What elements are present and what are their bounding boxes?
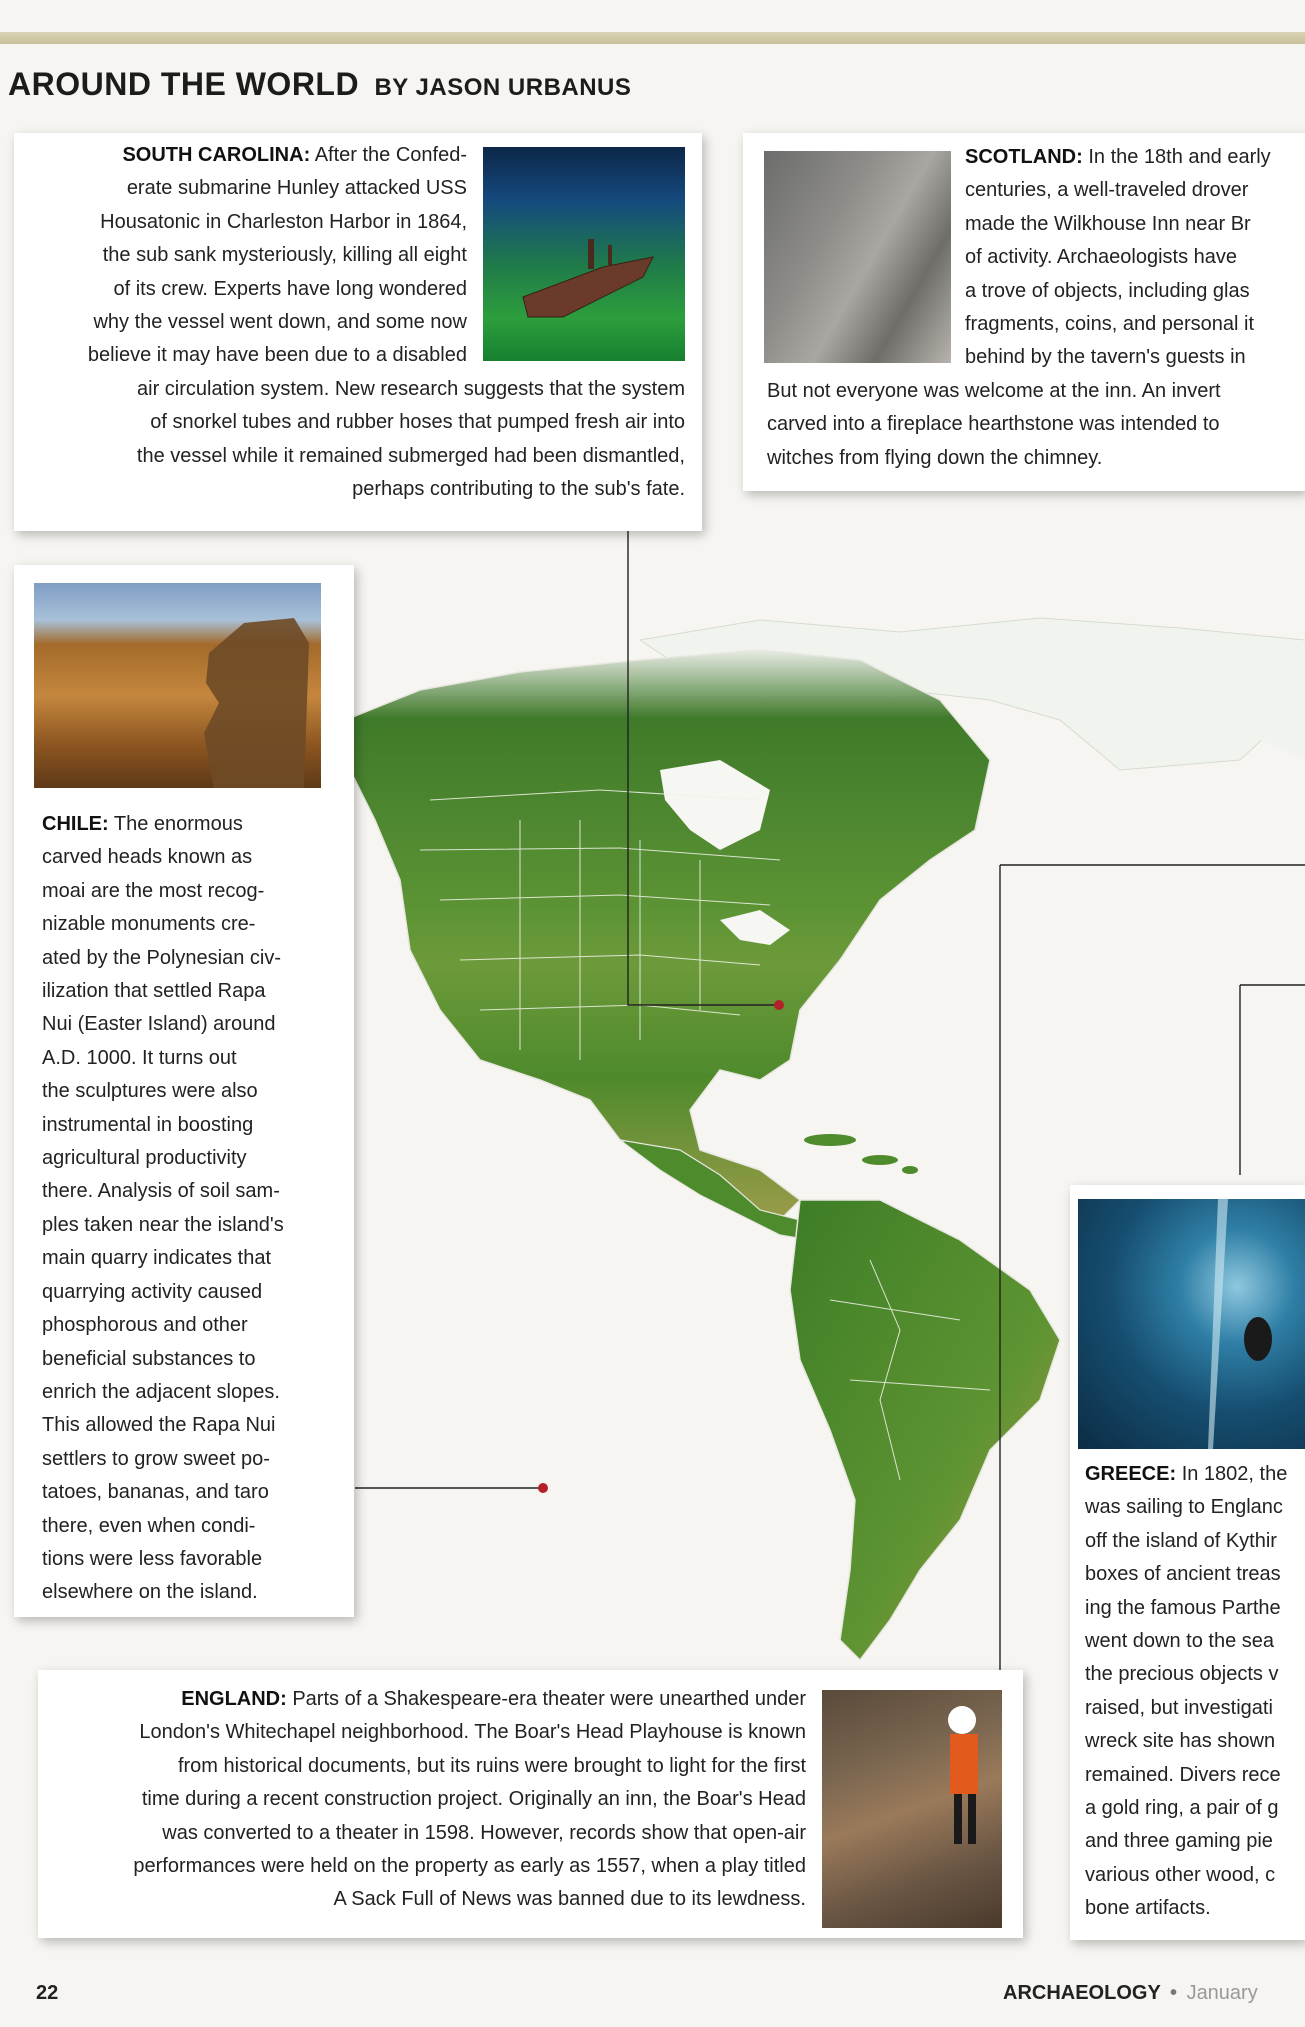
sc-line: believe it may have been due to a disabled bbox=[87, 344, 467, 367]
eng-line: A Sack Full of News was banned due to its lewdness. bbox=[333, 1888, 806, 1911]
panel-england bbox=[38, 1670, 1023, 1938]
chile-line: tions were less favorable bbox=[42, 1547, 263, 1570]
scot-line: behind by the tavern's guests in bbox=[965, 346, 1246, 369]
chile-text bbox=[42, 808, 352, 1610]
greece-line: boxes of ancient treas bbox=[1085, 1563, 1281, 1586]
sc-line: of snorkel tubes and rubber hoses that pumped fresh air into bbox=[150, 411, 685, 434]
scot-line: of activity. Archaeologists have bbox=[965, 246, 1237, 269]
eng-line: performances were held on the property as early as 1557, when a play titled bbox=[133, 1855, 806, 1878]
greece-line: a gold ring, a pair of g bbox=[1085, 1797, 1279, 1820]
map-south-america bbox=[790, 1200, 1060, 1660]
sc-line: perhaps contributing to the sub's fate. bbox=[352, 478, 685, 501]
headline-byline: BY JASON URBANUS bbox=[374, 74, 632, 101]
england-text bbox=[38, 1683, 806, 1917]
chile-line: enrich the adjacent slopes. bbox=[42, 1380, 280, 1403]
chile-line: phosphorous and other bbox=[42, 1314, 248, 1337]
sc-line: erate submarine Hunley attacked USS bbox=[126, 177, 467, 200]
greece-text bbox=[1085, 1458, 1305, 1926]
greece-line: the precious objects v bbox=[1085, 1663, 1279, 1686]
map-caribbean bbox=[804, 1134, 918, 1174]
panel-chile bbox=[14, 565, 354, 1617]
eng-line: time during a recent construction project. Originally an inn, the Boar's Head bbox=[141, 1788, 806, 1811]
chile-line: the sculptures were also bbox=[42, 1080, 258, 1103]
scotland-text bbox=[743, 141, 1305, 475]
greece-line: In 1802, the bbox=[1181, 1463, 1288, 1485]
photo-moai bbox=[34, 583, 321, 788]
south-carolina-text bbox=[14, 139, 685, 506]
footer-issue: January bbox=[1186, 1982, 1258, 2004]
scot-line: made the Wilkhouse Inn near Br bbox=[965, 212, 1251, 235]
panel-south-carolina bbox=[14, 133, 702, 531]
page-number: 22 bbox=[36, 1982, 59, 2004]
chile-line: agricultural productivity bbox=[42, 1147, 247, 1170]
greece-line: bone artifacts. bbox=[1085, 1897, 1211, 1920]
lead-chile: CHILE: bbox=[42, 813, 109, 835]
photo-diver-wreck bbox=[1078, 1199, 1305, 1449]
scot-line: fragments, coins, and personal it bbox=[965, 313, 1255, 336]
chile-line: nizable monuments cre- bbox=[42, 913, 256, 936]
sc-line: After the Confed- bbox=[314, 144, 467, 166]
scot-line: centuries, a well-traveled drover bbox=[965, 179, 1249, 202]
greece-line: ing the famous Parthe bbox=[1085, 1596, 1281, 1619]
marker-charleston bbox=[774, 1000, 784, 1010]
lead-south-carolina: SOUTH CAROLINA: bbox=[122, 144, 311, 166]
scot-line: But not everyone was welcome at the inn. An invert bbox=[767, 379, 1221, 402]
footer-separator: • bbox=[1169, 1982, 1177, 2004]
lead-greece: GREECE: bbox=[1085, 1463, 1177, 1485]
sc-line: air circulation system. New research suggests that the system bbox=[137, 377, 685, 400]
chile-line: settlers to grow sweet po- bbox=[42, 1447, 270, 1470]
chile-line: ated by the Polynesian civ- bbox=[42, 946, 282, 969]
greece-line: raised, but investigati bbox=[1085, 1696, 1273, 1719]
worker-illustration bbox=[822, 1690, 1002, 1928]
panel-greece bbox=[1070, 1185, 1305, 1940]
greece-line: and three gaming pie bbox=[1085, 1830, 1273, 1853]
chile-line: moai are the most recog- bbox=[42, 879, 265, 902]
chile-line: tatoes, bananas, and taro bbox=[42, 1481, 269, 1504]
chile-line: main quarry indicates that bbox=[42, 1247, 272, 1270]
chile-line: there. Analysis of soil sam- bbox=[42, 1180, 280, 1203]
chile-line: A.D. 1000. It turns out bbox=[42, 1046, 237, 1069]
lead-england: ENGLAND: bbox=[181, 1688, 287, 1710]
chile-line: carved heads known as bbox=[42, 846, 253, 869]
chile-line: The enormous bbox=[113, 813, 243, 835]
chile-line: instrumental in boosting bbox=[42, 1113, 254, 1136]
footer-masthead bbox=[1003, 1982, 1258, 2005]
lead-scotland: SCOTLAND: bbox=[965, 146, 1083, 168]
chile-line: there, even when condi- bbox=[42, 1514, 256, 1537]
eng-line: from historical documents, but its ruins were brought to light for the first bbox=[177, 1754, 806, 1777]
diver-illustration bbox=[1078, 1199, 1305, 1449]
greece-line: was sailing to Englanc bbox=[1085, 1496, 1283, 1519]
chile-line: elsewhere on the island. bbox=[42, 1581, 258, 1604]
chile-line: Nui (Easter Island) around bbox=[42, 1013, 276, 1036]
greece-line: went down to the sea bbox=[1085, 1630, 1275, 1653]
sc-line: of its crew. Experts have long wondered bbox=[113, 277, 467, 300]
greece-line: off the island of Kythir bbox=[1085, 1529, 1277, 1552]
chile-line: This allowed the Rapa Nui bbox=[42, 1414, 276, 1437]
eng-line: Parts of a Shakespeare-era theater were unearthed under bbox=[292, 1688, 806, 1710]
photo-excavation bbox=[822, 1690, 1002, 1928]
greece-line: wreck site has shown bbox=[1085, 1730, 1276, 1753]
scot-line: a trove of objects, including glas bbox=[965, 279, 1250, 302]
footer-magazine: ARCHAEOLOGY bbox=[1003, 1982, 1161, 2004]
chile-line: ples taken near the island's bbox=[42, 1213, 284, 1236]
marker-easter-island bbox=[538, 1483, 548, 1493]
chile-line: ilization that settled Rapa bbox=[42, 980, 266, 1003]
chile-line: beneficial substances to bbox=[42, 1347, 256, 1370]
sc-line: the sub sank mysteriously, killing all eight bbox=[102, 244, 467, 267]
moai-silhouette bbox=[34, 583, 321, 788]
sc-line: why the vessel went down, and some now bbox=[93, 311, 467, 334]
map-north-america bbox=[345, 650, 990, 1220]
chile-line: quarrying activity caused bbox=[42, 1280, 263, 1303]
scot-line: carved into a fireplace hearthstone was intended to bbox=[767, 413, 1220, 436]
scot-line: witches from flying down the chimney. bbox=[767, 446, 1103, 469]
sc-line: Housatonic in Charleston Harbor in 1864, bbox=[100, 210, 467, 233]
sc-line: the vessel while it remained submerged had been dismantled, bbox=[136, 444, 685, 467]
panel-scotland bbox=[743, 133, 1305, 491]
greece-line: various other wood, c bbox=[1085, 1863, 1276, 1886]
eng-line: was converted to a theater in 1598. However, records show that open-air bbox=[162, 1821, 806, 1844]
scot-line: In the 18th and early bbox=[1088, 146, 1271, 168]
eng-line: London's Whitechapel neighborhood. The Boar's Head Playhouse is known bbox=[139, 1721, 806, 1744]
headline-title: AROUND THE WORLD bbox=[8, 66, 360, 102]
greece-line: remained. Divers rece bbox=[1085, 1763, 1281, 1786]
